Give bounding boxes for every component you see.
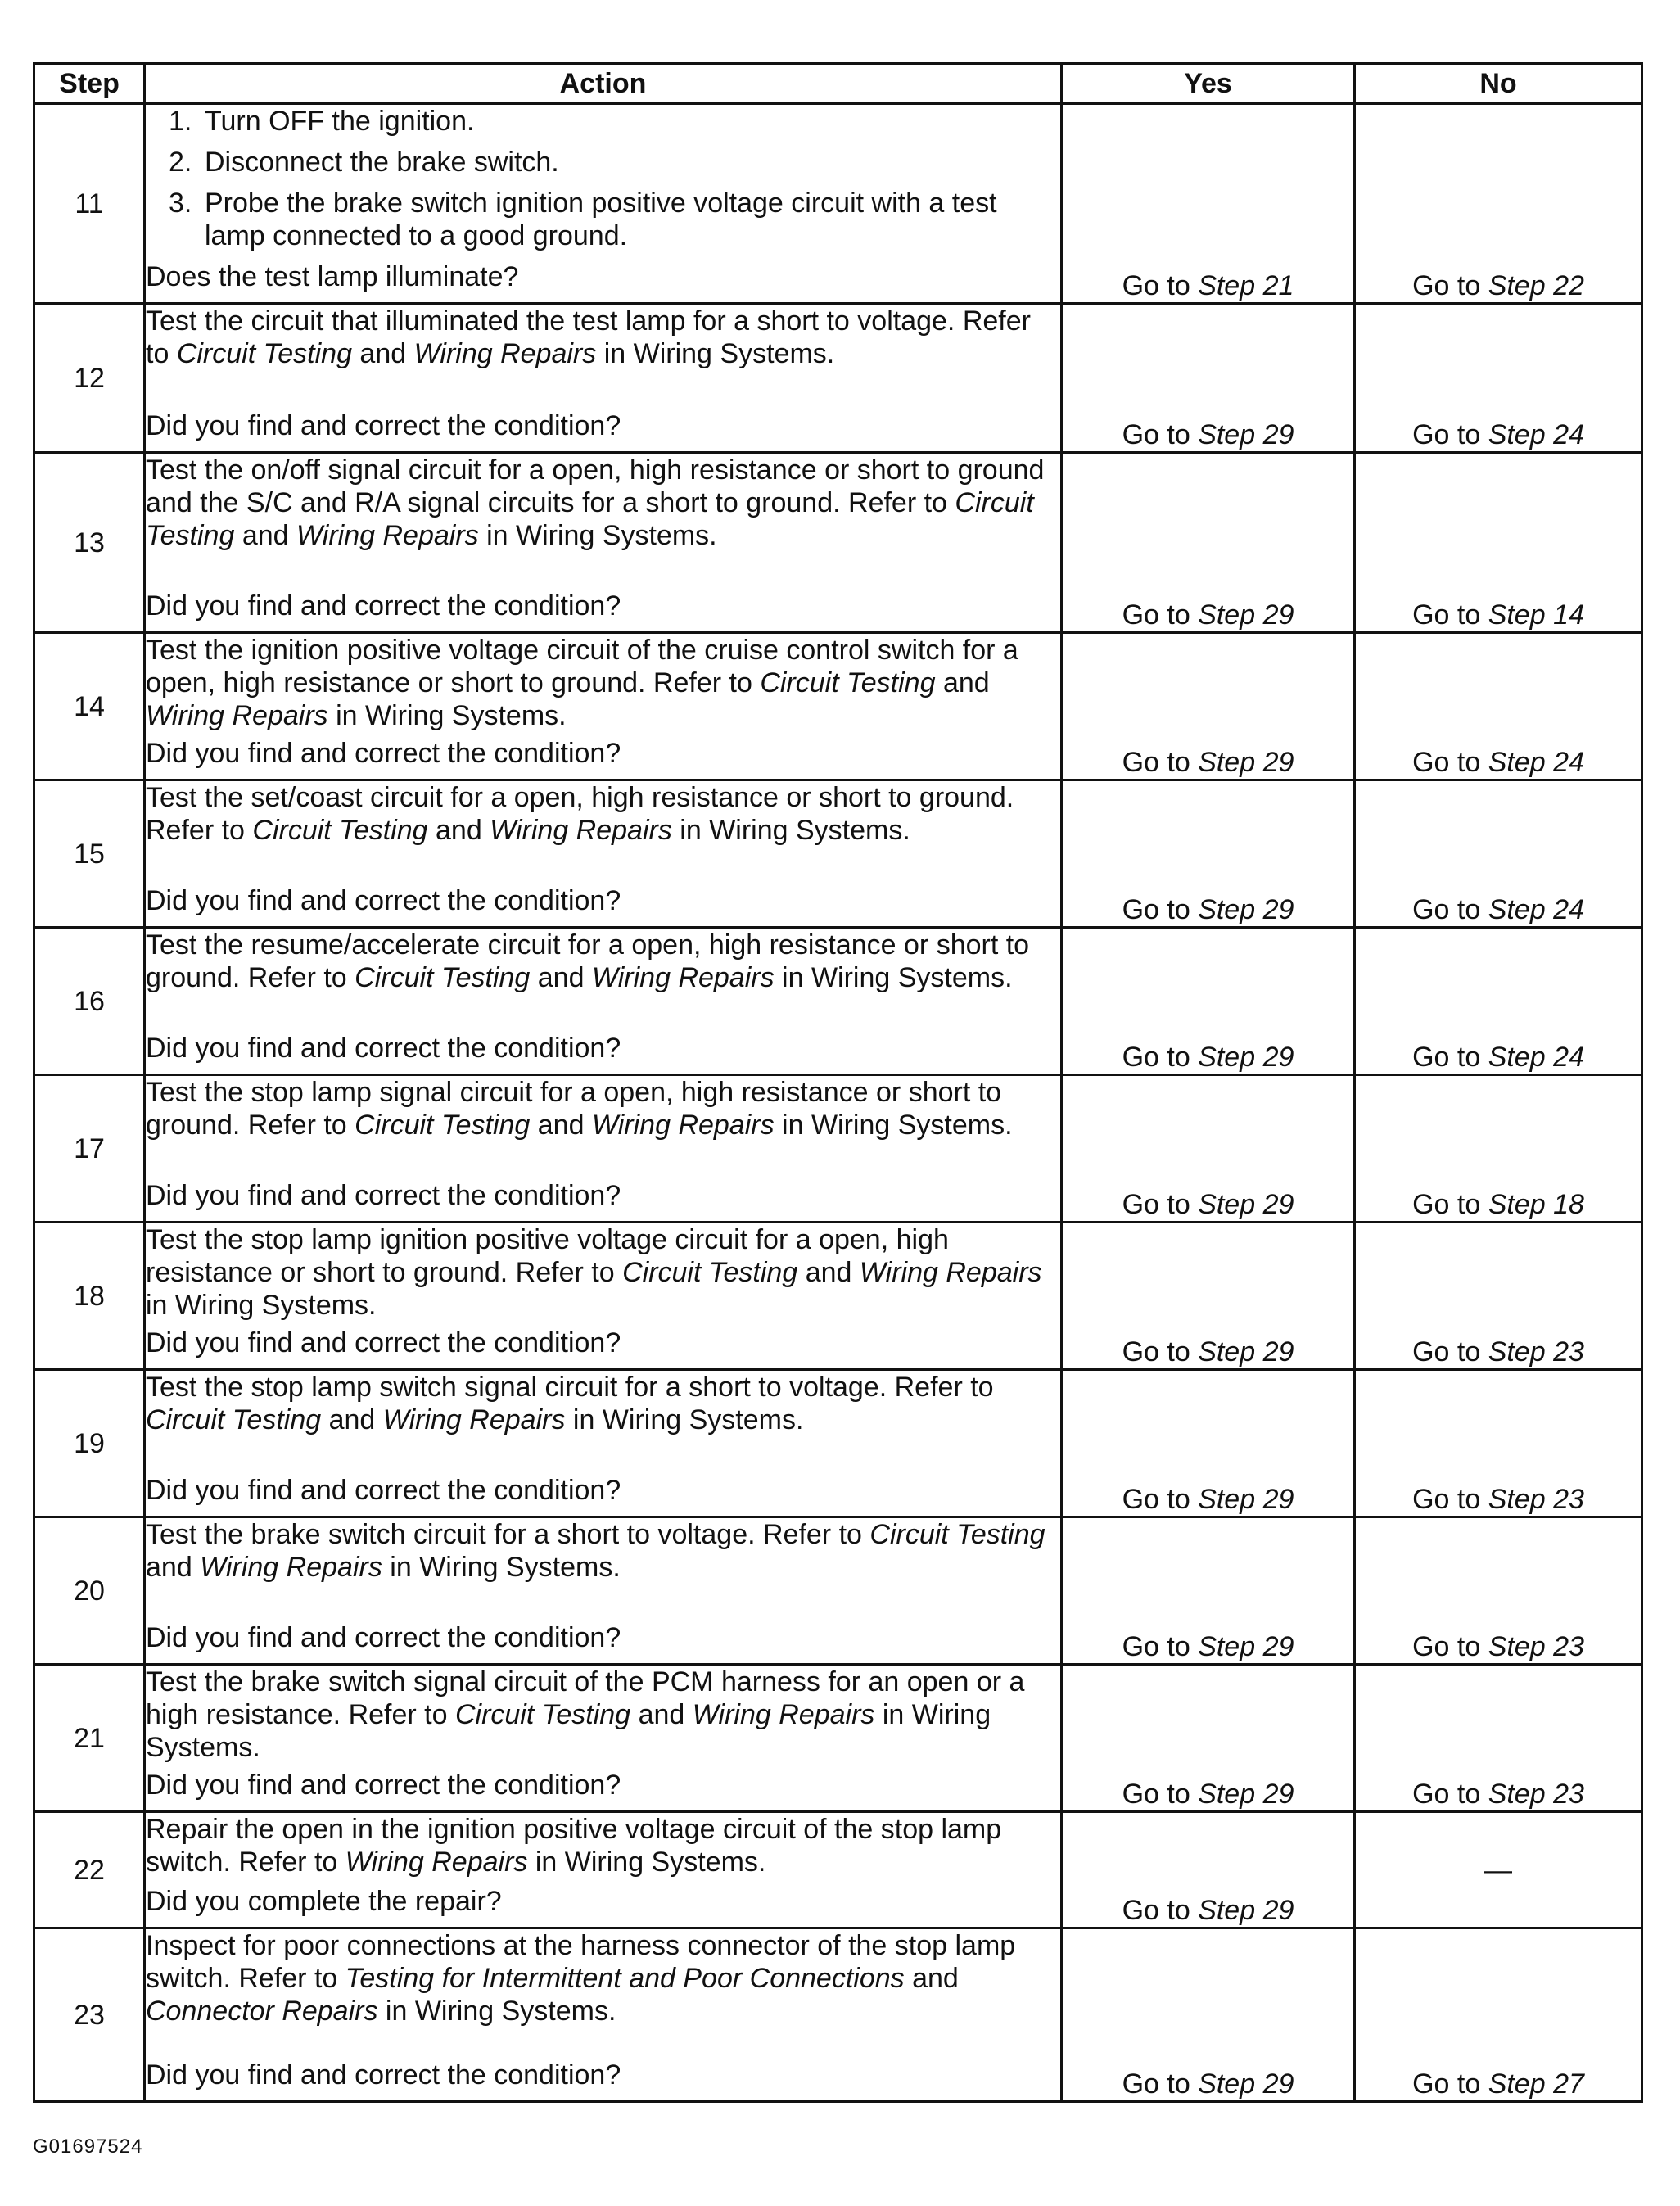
goto-prefix: Go to bbox=[1122, 419, 1199, 450]
action-instructions bbox=[146, 781, 1060, 847]
action-cell bbox=[145, 1665, 1062, 1812]
table-row bbox=[34, 304, 1642, 453]
reference-title: Testing for Intermittent and Poor Connections bbox=[345, 1963, 905, 1994]
action-content bbox=[146, 1223, 1060, 1359]
instruction-text: in Wiring Systems. bbox=[527, 1847, 766, 1878]
goto-step-link: Step 24 bbox=[1488, 419, 1584, 450]
instruction-text: Test the stop lamp ignition positive voltage circuit for a open, high resistance or short to ground. Refer to bbox=[146, 1224, 949, 1288]
goto-prefix: Go to bbox=[1412, 1779, 1488, 1810]
goto-step-link: Step 14 bbox=[1488, 599, 1584, 631]
instruction-text: in Wiring Systems. bbox=[327, 700, 567, 731]
action-cell bbox=[145, 1812, 1062, 1928]
action-cell bbox=[145, 633, 1062, 780]
action-instructions bbox=[146, 105, 1060, 260]
list-item-number: 1. bbox=[169, 106, 192, 137]
goto-step-link: Step 29 bbox=[1198, 894, 1294, 925]
instruction-text: in Wiring Systems. bbox=[596, 338, 835, 369]
reference-title: Circuit Testing bbox=[146, 487, 1034, 551]
yes-result bbox=[1062, 304, 1355, 453]
instruction-text: in Wiring Systems. bbox=[774, 962, 1013, 993]
instruction-text: in Wiring Systems. bbox=[146, 1290, 377, 1321]
goto-prefix: Go to bbox=[1122, 1336, 1199, 1367]
action-instructions bbox=[146, 1223, 1060, 1322]
no-result bbox=[1355, 1665, 1642, 1812]
goto-prefix: Go to bbox=[1122, 270, 1199, 301]
reference-title: Wiring Repairs bbox=[692, 1699, 875, 1730]
action-question: Did you find and correct the condition? bbox=[146, 1327, 621, 1358]
action-content bbox=[146, 454, 1060, 622]
table-row bbox=[34, 1223, 1642, 1370]
action-content bbox=[146, 305, 1060, 442]
instruction-text: Inspect for poor connections at the harness connector of the stop lamp switch. Refer to bbox=[146, 1930, 1016, 1994]
goto-prefix: Go to bbox=[1122, 1189, 1199, 1220]
instruction-text: Test the resume/accelerate circuit for a open, high resistance or short to ground. Refer to bbox=[146, 929, 1030, 993]
step-number: 14 bbox=[34, 633, 145, 780]
yes-result bbox=[1062, 1928, 1355, 2102]
instruction-text: and bbox=[427, 815, 490, 846]
list-item-number: 3. bbox=[169, 188, 192, 219]
action-list bbox=[146, 105, 1060, 252]
reference-title: Circuit Testing bbox=[252, 815, 428, 846]
goto-prefix: Go to bbox=[1122, 1631, 1199, 1662]
list-item-text: Disconnect the brake switch. bbox=[205, 147, 559, 178]
action-instructions bbox=[146, 454, 1060, 552]
goto-step-link: Step 29 bbox=[1198, 1336, 1294, 1367]
reference-title: Circuit Testing bbox=[146, 1404, 322, 1435]
goto-prefix: Go to bbox=[1122, 1895, 1199, 1926]
instruction-text: Test the circuit that illuminated the test lamp for a short to voltage. Refer to bbox=[146, 305, 1031, 369]
goto-step-link: Step 29 bbox=[1198, 419, 1294, 450]
reference-title: Circuit Testing bbox=[869, 1519, 1045, 1550]
action-instructions bbox=[146, 1666, 1060, 1764]
instruction-text: and bbox=[530, 962, 592, 993]
goto-step-link: Step 23 bbox=[1488, 1631, 1584, 1662]
no-result bbox=[1355, 304, 1642, 453]
instruction-text: and bbox=[146, 1552, 201, 1583]
action-content bbox=[146, 1518, 1060, 1654]
step-number: 22 bbox=[34, 1812, 145, 1928]
action-cell bbox=[145, 304, 1062, 453]
instruction-text: and bbox=[234, 520, 296, 551]
step-number: 16 bbox=[34, 928, 145, 1075]
action-cell bbox=[145, 453, 1062, 633]
goto-prefix: Go to bbox=[1412, 2068, 1488, 2100]
no-result bbox=[1355, 453, 1642, 633]
instruction-text: in Wiring Systems. bbox=[671, 815, 910, 846]
goto-prefix: Go to bbox=[1122, 1484, 1199, 1515]
action-question: Did you complete the repair? bbox=[146, 1886, 502, 1917]
goto-step-link: Step 23 bbox=[1488, 1336, 1584, 1367]
no-result bbox=[1355, 1812, 1642, 1928]
goto-prefix: Go to bbox=[1122, 2068, 1199, 2100]
goto-step-link: Step 29 bbox=[1198, 747, 1294, 778]
yes-result bbox=[1062, 1665, 1355, 1812]
goto-step-link: Step 18 bbox=[1488, 1189, 1584, 1220]
header-action: Action bbox=[145, 64, 1062, 104]
instruction-text: in Wiring Systems. bbox=[478, 520, 717, 551]
step-number: 18 bbox=[34, 1223, 145, 1370]
reference-title: Circuit Testing bbox=[355, 962, 531, 993]
action-content bbox=[146, 1076, 1060, 1212]
action-cell bbox=[145, 1075, 1062, 1223]
step-number: 12 bbox=[34, 304, 145, 453]
instruction-text: Test the on/off signal circuit for a open, high resistance or short to ground and the S/C and R/A signal circuits for a short to ground. Refer to bbox=[146, 454, 1045, 518]
yes-result bbox=[1062, 104, 1355, 304]
action-content bbox=[146, 1371, 1060, 1507]
yes-result bbox=[1062, 928, 1355, 1075]
no-result bbox=[1355, 1223, 1642, 1370]
action-instructions bbox=[146, 1371, 1060, 1436]
goto-prefix: Go to bbox=[1412, 1631, 1488, 1662]
action-cell bbox=[145, 1928, 1062, 2102]
action-cell bbox=[145, 104, 1062, 304]
goto-prefix: Go to bbox=[1412, 419, 1488, 450]
table-row bbox=[34, 453, 1642, 633]
goto-step-link: Step 27 bbox=[1488, 2068, 1584, 2100]
action-question: Did you find and correct the condition? bbox=[146, 1770, 621, 1801]
reference-title: Wiring Repairs bbox=[382, 1404, 566, 1435]
action-question: Does the test lamp illuminate? bbox=[146, 261, 519, 292]
step-number: 23 bbox=[34, 1928, 145, 2102]
action-content bbox=[146, 929, 1060, 1065]
goto-prefix: Go to bbox=[1412, 1336, 1488, 1367]
goto-step-link: Step 29 bbox=[1198, 1042, 1294, 1073]
action-content bbox=[146, 1813, 1060, 1918]
goto-step-link: Step 29 bbox=[1198, 599, 1294, 631]
instruction-text: and bbox=[530, 1110, 592, 1141]
instruction-text: Test the stop lamp signal circuit for a open, high resistance or short to ground. Refer to bbox=[146, 1077, 1002, 1141]
goto-prefix: Go to bbox=[1412, 1484, 1488, 1515]
action-content bbox=[146, 634, 1060, 770]
goto-prefix: Go to bbox=[1412, 599, 1488, 631]
action-question: Did you find and correct the condition? bbox=[146, 885, 621, 916]
reference-title: Wiring Repairs bbox=[296, 520, 479, 551]
goto-prefix: Go to bbox=[1412, 1042, 1488, 1073]
action-instructions bbox=[146, 1813, 1060, 1878]
table-row bbox=[34, 1370, 1642, 1517]
instruction-text: Test the brake switch signal circuit of the PCM harness for an open or a high resistance. Refer to bbox=[146, 1666, 1025, 1730]
list-item-text: Turn OFF the ignition. bbox=[205, 106, 475, 137]
goto-prefix: Go to bbox=[1412, 747, 1488, 778]
instruction-text: and bbox=[904, 1963, 959, 1994]
goto-step-link: Step 24 bbox=[1488, 894, 1584, 925]
yes-result bbox=[1062, 453, 1355, 633]
action-question: Did you find and correct the condition? bbox=[146, 1475, 621, 1506]
instruction-text: and bbox=[351, 338, 414, 369]
no-result bbox=[1355, 1370, 1642, 1517]
goto-step-link: Step 29 bbox=[1198, 2068, 1294, 2100]
step-number: 17 bbox=[34, 1075, 145, 1223]
diagnostic-table bbox=[33, 62, 1643, 2103]
action-cell bbox=[145, 1517, 1062, 1665]
instruction-text: Repair the open in the ignition positive voltage circuit of the stop lamp switch. Refer to bbox=[146, 1814, 1002, 1878]
table-body bbox=[34, 104, 1642, 2102]
goto-step-link: Step 29 bbox=[1198, 1189, 1294, 1220]
action-question: Did you find and correct the condition? bbox=[146, 410, 621, 441]
step-number: 21 bbox=[34, 1665, 145, 1812]
goto-prefix: Go to bbox=[1412, 894, 1488, 925]
step-number: 13 bbox=[34, 453, 145, 633]
action-instructions bbox=[146, 305, 1060, 370]
action-cell bbox=[145, 1370, 1062, 1517]
reference-title: Wiring Repairs bbox=[200, 1552, 382, 1583]
no-result bbox=[1355, 104, 1642, 304]
step-number: 15 bbox=[34, 780, 145, 928]
list-item-text: Probe the brake switch ignition positive voltage circuit with a test lamp connected to a good ground. bbox=[205, 188, 997, 251]
action-instructions bbox=[146, 929, 1060, 994]
goto-prefix: Go to bbox=[1412, 270, 1488, 301]
action-question: Did you find and correct the condition? bbox=[146, 1033, 621, 1064]
goto-prefix: Go to bbox=[1122, 1042, 1199, 1073]
reference-title: Wiring Repairs bbox=[591, 1110, 775, 1141]
reference-title: Circuit Testing bbox=[355, 1110, 531, 1141]
instruction-text: Test the brake switch circuit for a short to voltage. Refer to bbox=[146, 1519, 870, 1550]
instruction-text: and bbox=[797, 1257, 860, 1288]
table-row bbox=[34, 1075, 1642, 1223]
header-yes: Yes bbox=[1062, 64, 1355, 104]
not-applicable-dash: — bbox=[1484, 1854, 1512, 1886]
reference-title: Wiring Repairs bbox=[146, 700, 328, 731]
table-row bbox=[34, 104, 1642, 304]
no-result bbox=[1355, 1928, 1642, 2102]
reference-title: Wiring Repairs bbox=[413, 338, 597, 369]
instruction-text: in Wiring Systems. bbox=[377, 1996, 616, 2027]
reference-title: Wiring Repairs bbox=[859, 1257, 1042, 1288]
goto-step-link: Step 29 bbox=[1198, 1895, 1294, 1926]
header-no: No bbox=[1355, 64, 1642, 104]
goto-step-link: Step 23 bbox=[1488, 1779, 1584, 1810]
reference-title: Circuit Testing bbox=[176, 338, 352, 369]
instruction-text: Test the stop lamp switch signal circuit for a short to voltage. Refer to bbox=[146, 1372, 994, 1403]
goto-prefix: Go to bbox=[1122, 599, 1199, 631]
action-content bbox=[146, 781, 1060, 917]
table-row bbox=[34, 1665, 1642, 1812]
instruction-text: and bbox=[321, 1404, 383, 1435]
table-row bbox=[34, 633, 1642, 780]
goto-step-link: Step 22 bbox=[1488, 270, 1584, 301]
goto-prefix: Go to bbox=[1412, 1189, 1488, 1220]
action-list-item bbox=[169, 105, 1060, 138]
yes-result bbox=[1062, 1223, 1355, 1370]
header-row bbox=[34, 64, 1642, 104]
step-number: 11 bbox=[34, 104, 145, 304]
goto-step-link: Step 23 bbox=[1488, 1484, 1584, 1515]
goto-step-link: Step 29 bbox=[1198, 1484, 1294, 1515]
yes-result bbox=[1062, 1517, 1355, 1665]
instruction-text: Test the ignition positive voltage circuit of the cruise control switch for a open, high resistance or short to ground. Refer to bbox=[146, 635, 1018, 698]
action-question: Did you find and correct the condition? bbox=[146, 738, 621, 769]
action-question: Did you find and correct the condition? bbox=[146, 1622, 621, 1653]
goto-step-link: Step 24 bbox=[1488, 1042, 1584, 1073]
reference-title: Connector Repairs bbox=[146, 1996, 378, 2027]
yes-result bbox=[1062, 1812, 1355, 1928]
reference-title: Circuit Testing bbox=[622, 1257, 798, 1288]
action-content bbox=[146, 105, 1060, 293]
action-cell bbox=[145, 1223, 1062, 1370]
action-cell bbox=[145, 928, 1062, 1075]
instruction-text: and bbox=[630, 1699, 693, 1730]
action-question: Did you find and correct the condition? bbox=[146, 1180, 621, 1211]
no-result bbox=[1355, 780, 1642, 928]
reference-title: Wiring Repairs bbox=[490, 815, 672, 846]
instruction-text: in Wiring Systems. bbox=[382, 1552, 621, 1583]
table-row bbox=[34, 1812, 1642, 1928]
instruction-text: in Wiring Systems. bbox=[774, 1110, 1013, 1141]
reference-title: Wiring Repairs bbox=[591, 962, 775, 993]
goto-step-link: Step 21 bbox=[1198, 270, 1294, 301]
list-item-number: 2. bbox=[169, 147, 192, 178]
no-result bbox=[1355, 1517, 1642, 1665]
table-row bbox=[34, 780, 1642, 928]
header-step: Step bbox=[34, 64, 145, 104]
table-row bbox=[34, 1517, 1642, 1665]
step-number: 20 bbox=[34, 1517, 145, 1665]
goto-step-link: Step 24 bbox=[1488, 747, 1584, 778]
action-instructions bbox=[146, 1929, 1060, 2027]
goto-step-link: Step 29 bbox=[1198, 1779, 1294, 1810]
reference-title: Circuit Testing bbox=[760, 667, 936, 698]
no-result bbox=[1355, 928, 1642, 1075]
action-list-item bbox=[169, 187, 1060, 252]
table-row bbox=[34, 928, 1642, 1075]
goto-prefix: Go to bbox=[1122, 894, 1199, 925]
instruction-text: in Wiring Systems. bbox=[146, 1699, 991, 1763]
action-instructions bbox=[146, 1518, 1060, 1584]
table-row bbox=[34, 1928, 1642, 2102]
figure-id: G01697524 bbox=[33, 2136, 143, 2158]
yes-result bbox=[1062, 633, 1355, 780]
instruction-text: and bbox=[935, 667, 990, 698]
step-number: 19 bbox=[34, 1370, 145, 1517]
action-question: Did you find and correct the condition? bbox=[146, 590, 621, 622]
yes-result bbox=[1062, 1370, 1355, 1517]
action-cell bbox=[145, 780, 1062, 928]
action-list-item bbox=[169, 146, 1060, 179]
action-content bbox=[146, 1666, 1060, 1801]
action-content bbox=[146, 1929, 1060, 2091]
instruction-text: Test the set/coast circuit for a open, high resistance or short to ground. Refer to bbox=[146, 782, 1014, 846]
goto-step-link: Step 29 bbox=[1198, 1631, 1294, 1662]
goto-prefix: Go to bbox=[1122, 747, 1199, 778]
action-instructions bbox=[146, 1076, 1060, 1141]
yes-result bbox=[1062, 1075, 1355, 1223]
yes-result bbox=[1062, 780, 1355, 928]
action-question: Did you find and correct the condition? bbox=[146, 2059, 621, 2091]
reference-title: Wiring Repairs bbox=[345, 1847, 528, 1878]
no-result bbox=[1355, 633, 1642, 780]
action-instructions bbox=[146, 634, 1060, 732]
goto-prefix: Go to bbox=[1122, 1779, 1199, 1810]
no-result bbox=[1355, 1075, 1642, 1223]
instruction-text: in Wiring Systems. bbox=[565, 1404, 804, 1435]
reference-title: Circuit Testing bbox=[454, 1699, 631, 1730]
